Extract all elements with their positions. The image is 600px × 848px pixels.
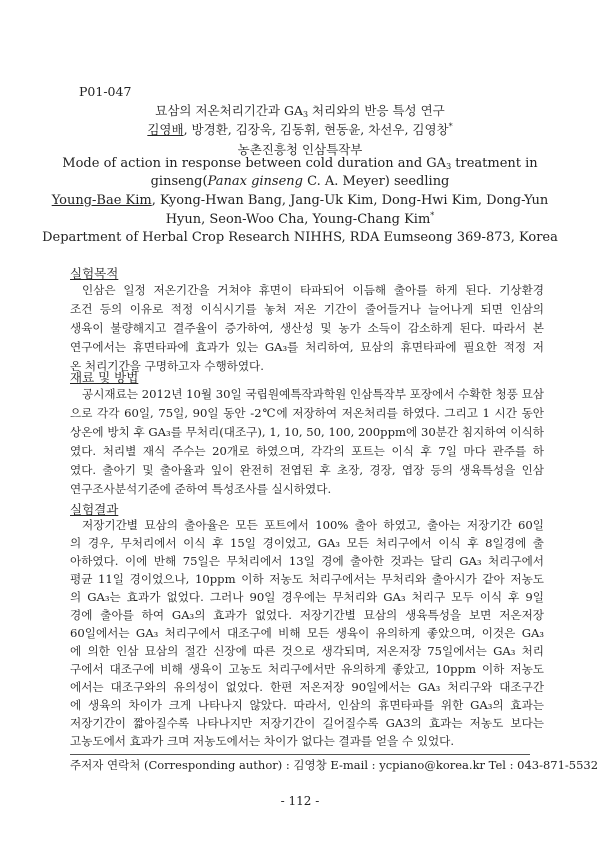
korean-title: 묘삼의 저온처리기간과 $GA_3$ 처리와의 반응 특성 연구 (155, 103, 445, 119)
paragraph-line: 으로 각각 60일, 75일, 90일 동안 -2℃에 저장하여 저온처리를 하였다. 그리고 1 시간 동안 (70, 406, 544, 420)
english-title-line-1: Mode of action in response between cold duration and $GA_3$ treatment in (62, 156, 538, 171)
paragraph-line: 경에 출아를 하여 GA₃의 효과가 없었다. 저장기간별 묘삼의 생육특성을 보면 저온저장 (70, 608, 544, 622)
paragraph-line: 아하였다. 이에 반해 75일은 무처리에서 13일 경에 출아한 것과는 달리 GA₃ 처리구에서 (70, 554, 544, 568)
paragraph-line: 조건 등의 이유로 적정 이식시기를 놓쳐 저온 기간이 줄어들거나 늘어나게 되면 인삼의 (70, 302, 544, 316)
presenting-author: 김영배 (147, 122, 184, 137)
english-title-line-2: ginseng(Panax ginseng C. A. Meyer) seedling (150, 174, 450, 189)
results-heading: 실험결과 (70, 502, 119, 517)
english-authors-line-2: Hyun, Seon-Woo Cha, Young-Chang Kim* (165, 211, 435, 227)
paragraph-line: 평균 11일 경이었으나, 10ppm 이하 저농도 처리구에서는 무처리와 출아시가 같아 저농도 (70, 572, 544, 586)
english-authors-line-1: Young-Bae Kim, Kyong-Hwan Bang, Jang-Uk Kim, Dong-Hwi Kim, Dong-Yun (51, 193, 549, 208)
paragraph-line: 고농도에서 효과가 크며 저농도에서는 차이가 없다는 결과를 얻을 수 있었다. (70, 734, 455, 748)
paragraph-line: 생육이 불량해지고 결주율이 증가하여, 생산성 및 농가 소득이 감소하게 된다. 따라서 본 (70, 321, 544, 335)
korean-authors: 김영배, 방경환, 김장욱, 김동휘, 현동윤, 차선우, 김영창* (147, 122, 453, 137)
paragraph-line: 의 GA₃는 효과가 없었다. 그러나 90일 경우에는 무처리와 GA₃ 처리구 모두 이식 후 9일 (70, 590, 544, 604)
korean-affiliation: 농촌진흥청 인삼특작부 (237, 142, 363, 157)
paragraph-line: 구에서 대조구에 비해 생육이 고농도 처리구에서만 유의하게 좋았고, 10ppm 이하 저농도 (70, 662, 544, 676)
paragraph-line: 저장기간이 짧아질수록 나타나지만 저장기간이 길어질수록 GA3의 효과는 저농도 보다는 (70, 716, 544, 730)
footnote: 주저자 연락처 (Corresponding author) : 김영창 E-mail : ycpiano@korea.kr Tel : 043-871-5532 (70, 758, 599, 772)
paragraph-line: 연구에서는 휴면타파에 효과가 있는 GA₃를 처리하여, 묘삼의 휴면타파에 필요한 적정 저 (70, 340, 544, 354)
paragraph-line: 였다. 출아기 및 출아율과 잎이 완전히 전엽된 후 초장, 경장, 엽장 등의 생육특성을 인삼 (70, 463, 544, 477)
paragraph-line: 에 의한 인삼 묘삼의 절간 신장에 따른 것으로 생각되며, 저온저장 75일에서는 GA₃ 처리 (70, 644, 544, 658)
english-affiliation: Department of Herbal Crop Research NIHHS, RDA Eumseong 369-873, Korea (42, 230, 558, 245)
paragraph-line: 인삼은 일정 저온기간을 거쳐야 휴면이 타파되어 이듬해 출아를 하게 된다. 기상환경 (82, 283, 544, 297)
presenting-author-en: Young-Bae Kim (51, 193, 152, 208)
paragraph-line: 에서는 대조구와의 유의성이 없었다. 한편 저온저장 90일에서는 GA₃ 처리구와 대조구간 (70, 680, 544, 694)
species-name: Panax ginseng (207, 174, 303, 189)
paragraph-line: 상온에 방치 후 GA₃를 무처리(대조구), 1, 10, 50, 100, 200ppm에 30분간 침지하여 이식하 (70, 425, 544, 439)
paragraph-line: 에 생육의 차이가 크게 나타나지 않았다. 따라서, 인삼의 휴면타파를 위한 GA₃의 효과는 (70, 698, 544, 712)
purpose-heading: 실험목적 (70, 266, 119, 281)
methods-heading: 재료 및 방법 (70, 370, 139, 385)
paragraph-line: 연구조사분석기준에 준하여 특성조사를 실시하였다. (70, 482, 332, 496)
paragraph-line: 60일에서는 GA₃ 처리구에서 대조구에 비해 모든 생육이 유의하게 좋았으며, 이것은 GA₃ (70, 626, 544, 640)
paragraph-line: 공시재료는 2012년 10월 30일 국립원예특작과학원 인삼특작부 포장에서 수확한 청풍 묘삼 (82, 387, 544, 401)
paragraph-line: 였다. 처리별 재식 주수는 20개로 하였으며, 각각의 포트는 이식 후 7일 마다 관주를 하 (70, 444, 544, 458)
paragraph-line: 온 처리기간을 구명하고자 수행하였다. (70, 359, 264, 373)
paragraph-line: 의 경우, 무처리에서 이식 후 15일 경이었고, GA₃ 모든 처리구에서 이식 후 8일경에 출 (70, 536, 544, 550)
abstract-code: P01-047 (79, 84, 132, 99)
paragraph-line: 저장기간별 묘삼의 출아율은 모든 포트에서 100% 출아 하였고, 출아는 저장기간 60일 (82, 518, 544, 532)
page-number: - 112 - (280, 794, 320, 808)
footnote-divider (70, 754, 530, 755)
